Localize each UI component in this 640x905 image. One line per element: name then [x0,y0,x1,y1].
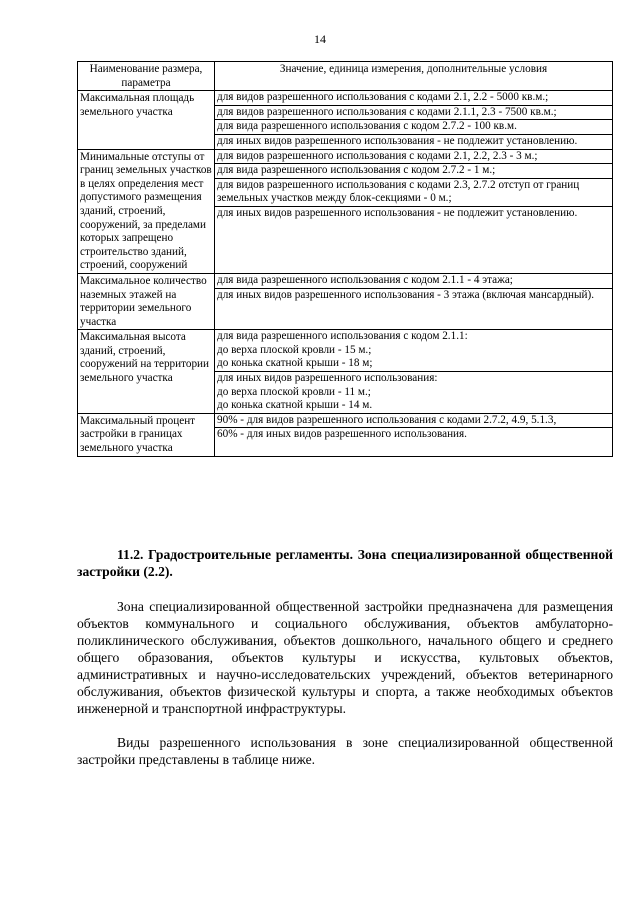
parameter-value-line: для видов разрешенного использования с кодами 2.1.1, 2.3 - 7500 кв.м.; [215,105,612,120]
parameter-name-cell: Максимальное количество наземных этажей на территории земельного участка [78,273,215,329]
section-paragraph-zone-purpose: Зона специализированной общественной застройки предназначена для размещения объектов коммунального и социального обслуживания, объектов амбулаторно-поликлинического обслуживания, объектов дошкольного, начального общего и среднего общего образования, объектов культуры и искусства, культовых объектов, административных и научно-исследовательских учреждений, объектов ветеринарного обслуживания, объектов физической культуры и спорта, а также необходимых объектов инженерной и транспортной инфраструктуры. [77,599,613,716]
parameter-name-cell: Минимальные отступы от границ земельных участков в целях определения мест допустимого размещения зданий, строений, сооружений, за пределами которых запрещено строительство зданий, строений, сооружений [78,149,215,273]
table-row [78,91,613,149]
parameter-value-line: для вида разрешенного использования с кодом 2.1.1 - 4 этажа; [217,273,513,286]
header-parameter-name: Наименование размера, параметра [78,62,215,91]
parameter-value-line: для вида разрешенного использования с кодом 2.7.2 - 100 кв.м. [215,119,612,134]
table-row [78,413,613,456]
parameter-value-line: для видов разрешенного использования с кодами 2.1, 2.2, 2.3 - 3 м.; [217,149,538,162]
section-paragraph-usage-types: Виды разрешенного использования в зоне специализированной общественной застройки представлены в таблице ниже. [77,735,613,767]
table-row [78,330,613,414]
parameter-value-cell [215,149,613,273]
parameter-value-line: для видов разрешенного использования с кодами 2.1, 2.2 - 5000 кв.м.; [217,91,549,104]
parameter-value-line: для иных видов разрешенного использования - не подлежит установлению. [215,134,612,149]
parameter-value-line: для иных видов разрешенного использования - 3 этажа (включая мансардный). [215,288,612,303]
parameter-value-line: до конька скатной крыши - 14 м. [217,399,373,412]
section-heading: 11.2. Градостроительные регламенты. Зона специализированной общественной застройки (2.2). [77,547,613,579]
table-row [78,273,613,329]
parameter-value-cell [215,330,613,414]
parameter-value-line: до конька скатной крыши - 18 м; [217,357,373,370]
parameter-value-line: для вида разрешенного использования с кодом 2.7.2 - 1 м.; [215,163,612,178]
parameter-value-cell [215,273,613,329]
parameter-value-cell [215,413,613,456]
header-parameter-value: Значение, единица измерения, дополнительные условия [215,62,613,91]
parameter-value-line: 90% - для видов разрешенного использования с кодами 2.7.2, 4.9, 5.1.3, [217,413,557,426]
parameters-table [77,61,613,457]
parameter-value-line: до верха плоской кровли - 15 м.; [217,343,372,356]
table-row [78,149,613,273]
parameter-name-cell: Максимальная площадь земельного участка [78,91,215,149]
page-number: 14 [314,32,326,46]
parameter-value-cell [215,91,613,149]
parameter-value-line: для вида разрешенного использования с кодом 2.1.1: [217,330,468,343]
parameter-value-line: для иных видов разрешенного использования - не подлежит установлению. [215,206,612,221]
table-header-row [78,62,613,91]
parameter-name-cell: Максимальная высота зданий, строений, сооружений на территории земельного участка [78,330,215,414]
parameter-value-line: 60% - для иных видов разрешенного использования. [215,427,612,442]
parameter-value-line: для видов разрешенного использования с кодами 2.3, 2.7.2 отступ от границ земельных участков между блок-секциями - 0 м.; [215,178,612,206]
parameter-value-line: до верха плоской кровли - 11 м.; [217,385,371,398]
parameter-name-cell: Максимальный процент застройки в границах земельного участка [78,413,215,456]
parameter-value-line: для иных видов разрешенного использования: [215,371,612,386]
